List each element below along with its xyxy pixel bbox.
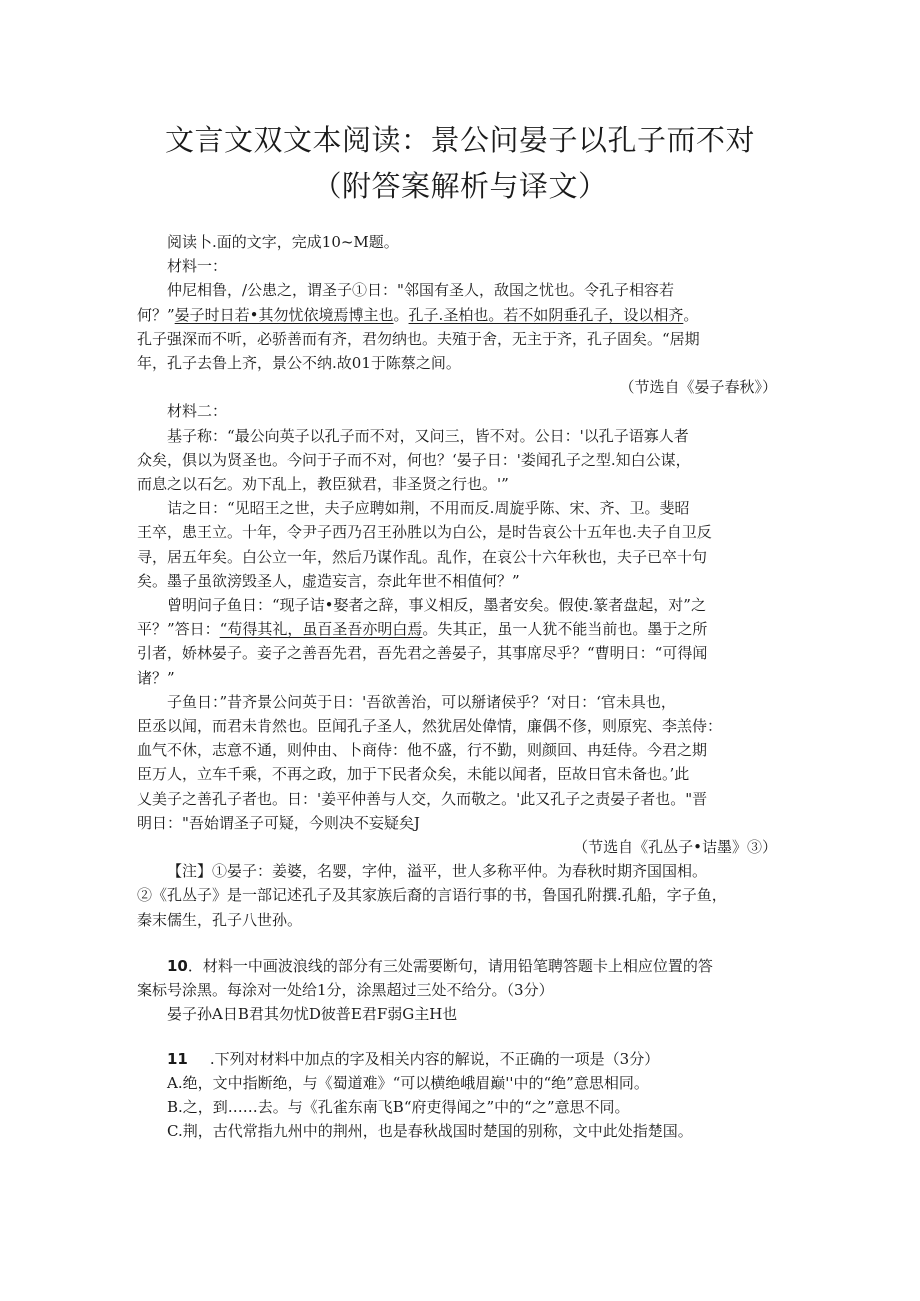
material2-line: 而息之以石乞。劝下乱上，教臣狱君，非圣贤之行也。'”	[137, 475, 509, 494]
material1-line: 仲尼相鲁，/公患之，谓圣子①日："邻国有圣人，敌国之忧也。令孔子相容若	[167, 281, 674, 300]
annotation-notes	[137, 859, 787, 932]
material2-line: 王卒，患王立。十年，令尹子西乃召王孙胜以为白公，是时告哀公十五年也.夫子自卫反	[137, 523, 712, 542]
question-text: 案标号涂黑。每涂对一处给1分，涂黑超过三处不给分。（3分）	[137, 981, 554, 1000]
material2-text	[137, 424, 787, 860]
question-text: ．材料一中画波浪线的部分有三处需要断句，请用铅笔聘答题卡上相应位置的答	[187, 956, 713, 975]
question-10	[137, 954, 787, 1027]
question-11	[137, 1047, 787, 1144]
material2-line: 子鱼日：”昔齐景公问英于日：'吾欲善治，可以掰诸侯乎？‘对日：‘官未具也，	[167, 692, 676, 711]
doc-subtitle: （附答案解析与译文）	[312, 169, 608, 203]
material1-text	[137, 278, 787, 399]
note-line: 【注】①晏子：姜婆，名婴，字仲，溢平，世人多称平仲。为春秋时期齐国国相。	[167, 862, 708, 881]
intro-instruction: 阅读卜.面的文字，完成10~M题。	[167, 233, 399, 251]
material2-line: 血气不休，志意不通，则仲由、卜商侍：他不盛，行不勤，则颜回、冉廷侍。今君之期	[137, 741, 708, 760]
option-a: A.绝，文中指断绝，与《蜀道难》“可以横绝峨眉巅''中的“绝”意思相同。	[167, 1073, 649, 1092]
underlined-sentence: “苟得其礼，虽百圣吾亦明白焉	[219, 620, 423, 639]
material1-line: 年，孔子去鲁上齐，景公不纳.故01于陈蔡之间。	[137, 354, 461, 373]
material2-source: （节选自《孔丛子•诘墨》③）	[573, 838, 777, 857]
material2-line: 明日："吾始谓圣子可疑，今则决不妄疑矣J	[137, 813, 420, 832]
question-number: 11	[167, 1049, 188, 1068]
material1-label: 材料一：	[167, 257, 228, 276]
material2-line: 引者，娇林晏子。妾子之善吾先君，吾先君之善晏子，其事席尽乎？“曹明日：“可得闻	[137, 644, 708, 663]
question-number: 10	[167, 956, 188, 975]
question-text: .下列对材料中加点的字及相关内容的解说，不正确的一项是（3分）	[209, 1049, 660, 1068]
material2-line: 寻，居五年矣。白公立一年，然后乃谋作乱。乱作，在哀公十六年秋也，夫子已卒十句	[137, 547, 708, 566]
note-line: 秦末儒生，孔子八世孙。	[137, 910, 303, 929]
material2-line: 平？”答日：“苟得其礼，虽百圣吾亦明白焉。失其正，虽一人犹不能当前也。墨于之所	[137, 620, 708, 639]
material1-line: 孔子强深而不听，必骄善而有齐，君勿纳也。夫殖于舍，无主于齐，孔子固矣。“居期	[137, 329, 700, 348]
material2-line: 臣万人，立车千乘，不再之政，加于下民者众矣，未能以闻者，臣故日官未备也。’此	[137, 765, 690, 784]
document-body	[137, 230, 787, 1143]
material2-line: 臣丞以闻，而君未肯然也。臣闻孔子圣人，然犹居处偉情，廉偶不俢，则原宪、李羔侍：	[137, 717, 723, 736]
material2-line: 乂美子之善孔子者也。日：'姜平仲善与人交，久而敬之。'此又孔子之责晏子者也。"晋	[137, 789, 708, 808]
material2-line: 众矣，俱以为贤圣也。今问于子而不对，何也？‘晏子日：'娄闻孔子之型.知白公谋，	[137, 450, 691, 469]
option-b: B.之，到……去。与《孔雀东南飞B“府吏得闻之”中的“之”意思不同。	[167, 1097, 630, 1116]
material2-line: 曾明问子鱼日：“现子诘•娶者之辞，事义相反，墨者安矣。假使.篆者盘起，对”之	[167, 596, 706, 615]
material2-line: 矣。墨子虽欲滂毁圣人，虚造妄言，奈此年世不相值何？”	[137, 571, 520, 590]
material2-line: 诘之日：“见昭王之世，夫子应聘如荆，不用而反.周旋乎陈、宋、齐、卫。斐昭	[167, 499, 690, 518]
option-c: C.荆，古代常指九州中的荆州，也是春秋战国时楚国的别称，文中此处指楚国。	[167, 1122, 693, 1141]
underlined-sentence: 孔子.圣柏也。若不如阴垂孔子，设以相齐	[408, 305, 684, 324]
doc-title: 文言文双文本阅读：景公问晏子以孔子而不对	[164, 123, 755, 157]
note-line: ②《孔丛子》是一部记述孔子及其家族后裔的言语行事的书，鲁国孔附撰.孔船，字子鱼，	[137, 886, 727, 905]
material2-label: 材料二：	[167, 402, 228, 421]
wavy-underlined-sentence: 晏子时日若•其勿忧依境焉博主也	[174, 305, 394, 324]
material2-line: 基子称：“最公向英子以孔子而不对，又问三，皆不对。公日：'以孔子语寡人者	[167, 426, 689, 445]
material1-line: 何？”晏子时日若•其勿忧依境焉博主也。孔子.圣柏也。若不如阴垂孔子，设以相齐。	[137, 305, 699, 324]
material2-line: 诸？”	[137, 668, 175, 687]
question-10-options: 晏子孙A日B君其勿忧D彼普E君F弱G主H也	[167, 1005, 458, 1024]
material1-source: （节选自《晏子春秋》）	[619, 378, 777, 397]
